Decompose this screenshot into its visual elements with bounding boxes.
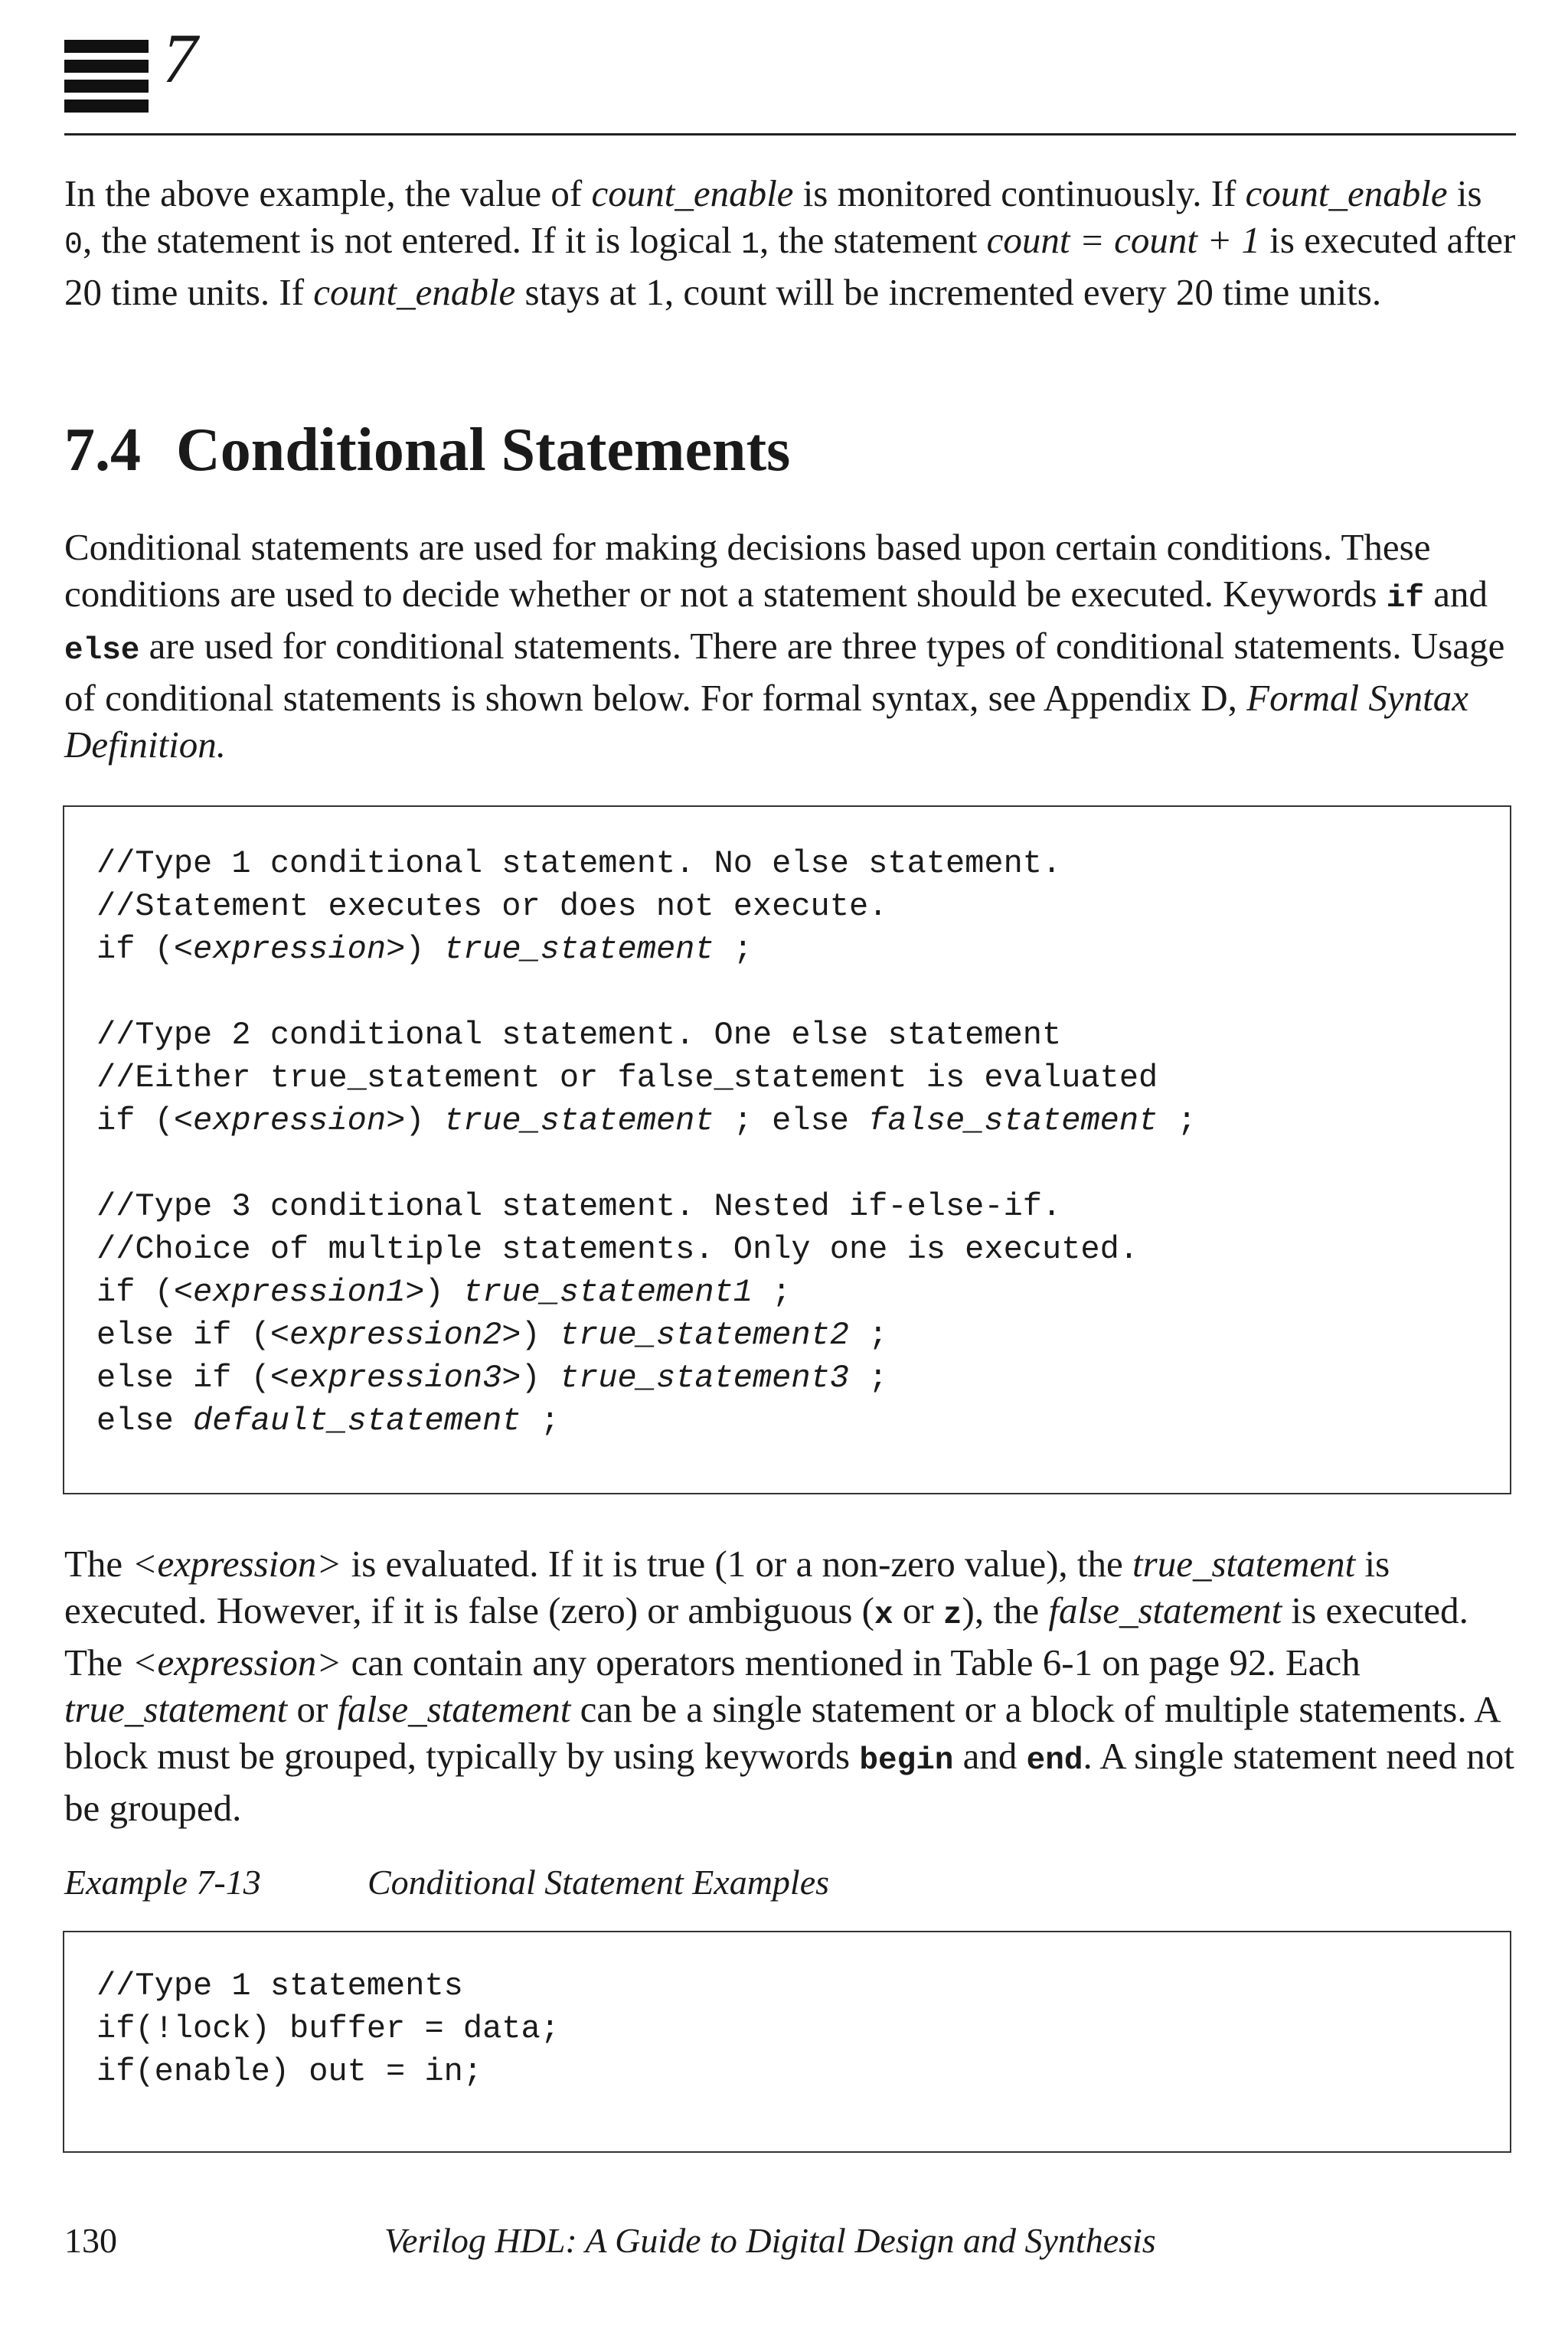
example-title: Conditional Statement Examples <box>368 1863 830 1902</box>
code-line: //Type 2 conditional statement. One else statement <box>96 1017 1062 1053</box>
code-line: else if (<expression3>) true_statement3 ; <box>96 1360 888 1396</box>
code-line: //Either true_statement or false_statement is evaluated <box>96 1060 1158 1096</box>
chapter-number: 7 <box>162 19 198 97</box>
code-line: if (<expression>) true_statement ; else false_statement ; <box>96 1102 1197 1139</box>
chapter-tab-icon <box>64 37 150 113</box>
syntax-code <box>96 842 1197 1442</box>
page-number: 130 <box>64 2221 117 2260</box>
section-title: Conditional Statements <box>176 416 791 484</box>
section-heading <box>64 416 791 484</box>
explanation-paragraph: The <expression> is evaluated. If it is true (1 or a non-zero value), the true_statement is executed. However, if it is false (zero) or ambiguous (x or z), the false_statement is executed. The <expression> can contain any operators mentioned in Table 6-1 on page 92. Each true_statement or false_statement can be a single statement or a block of multiple statements. A block must be grouped, typically by using keywords begin and end. A single statement need not be grouped. <box>64 1543 1514 1829</box>
header-rule <box>64 133 1516 136</box>
code-line: //Statement executes or does not execute. <box>96 888 888 925</box>
syntax-code-box <box>63 805 1511 1494</box>
code-line: else if (<expression2>) true_statement2 ; <box>96 1317 888 1354</box>
example-label: Example 7-13 <box>64 1863 261 1902</box>
example-code <box>96 1964 560 2093</box>
code-line: //Type 1 conditional statement. No else statement. <box>96 845 1062 882</box>
code-line: if (<expression>) true_statement ; <box>96 931 753 968</box>
code-line: //Type 1 statements <box>96 1968 463 2004</box>
code-line: //Choice of multiple statements. Only one is executed. <box>96 1231 1139 1268</box>
code-line: else default_statement ; <box>96 1403 560 1439</box>
intro-paragraph: In the above example, the value of count_enable is monitored continuously. If count_enable is 0, the statement is not entered. If it is logical 1, the statement count = count + 1 is executed after 20 time units. If count_enable stays at 1, count will be incremented every 20 time units. <box>64 172 1516 313</box>
code-line: if(enable) out = in; <box>96 2053 483 2090</box>
code-line: if (<expression1>) true_statement1 ; <box>96 1274 792 1311</box>
section-number: 7.4 <box>64 416 141 484</box>
running-title: Verilog HDL: A Guide to Digital Design and Synthesis <box>384 2221 1156 2260</box>
code-line: if(!lock) buffer = data; <box>96 2010 560 2047</box>
section-paragraph: Conditional statements are used for making decisions based upon certain conditions. These conditions are used to decide whether or not a statement should be executed. Keywords if and else are used for conditional statements. There are three types of conditional statements. Usage of conditional statements is shown below. For formal syntax, see Appendix D, Formal Syntax Definition. <box>64 526 1505 766</box>
example-code-box <box>63 1931 1511 2153</box>
example-caption <box>64 1862 830 1902</box>
code-line: //Type 3 conditional statement. Nested if-else-if. <box>96 1188 1062 1225</box>
